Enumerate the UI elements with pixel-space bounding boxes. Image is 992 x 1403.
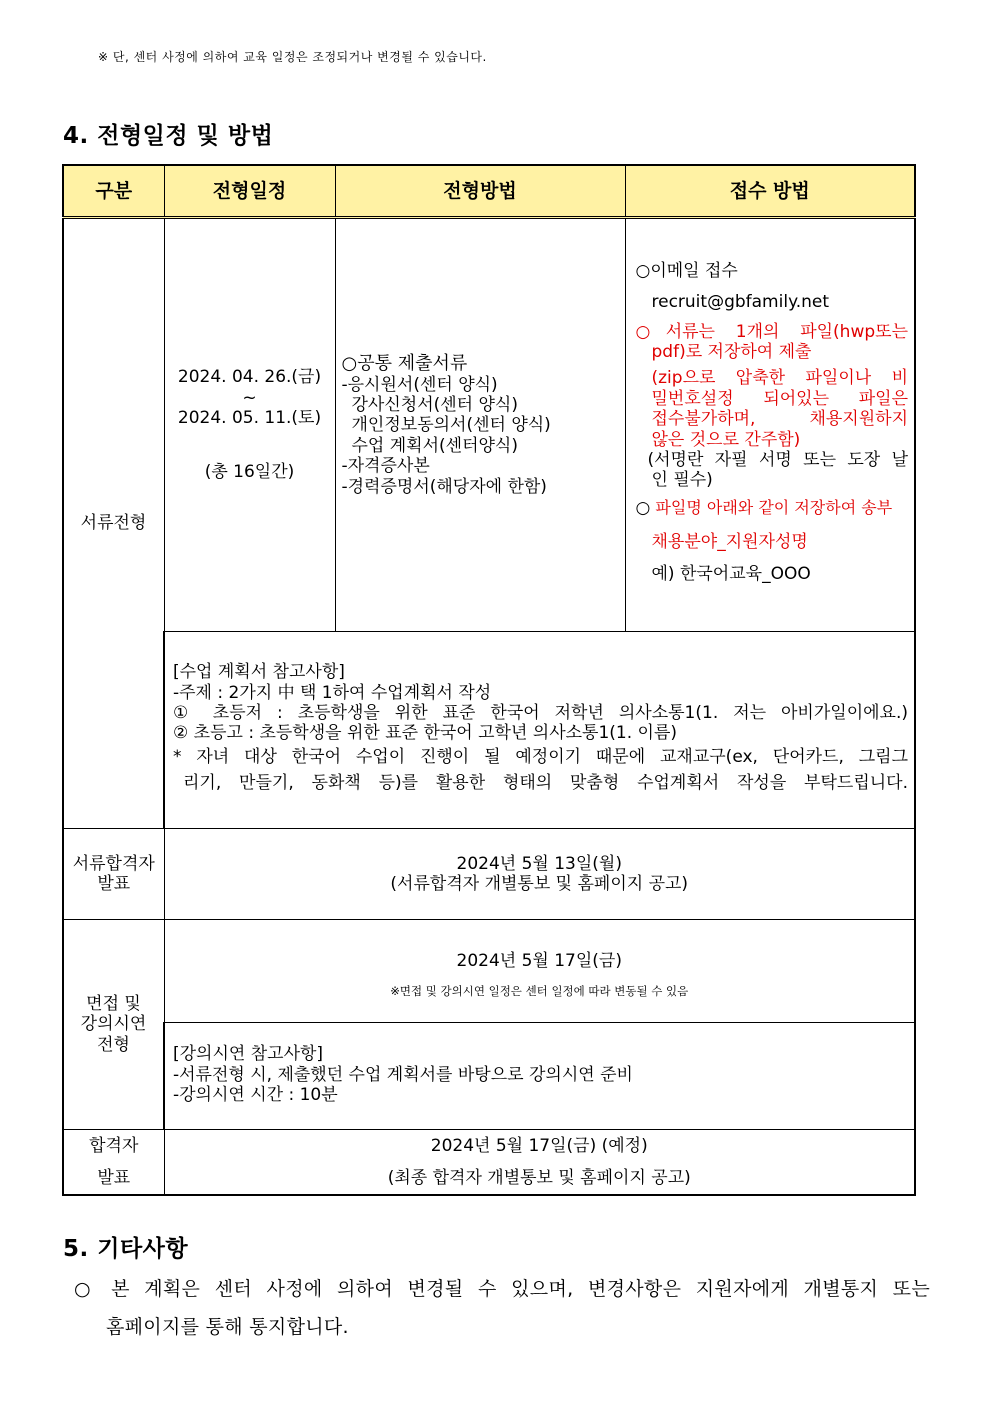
- table-row-plan-reference: [63, 632, 915, 829]
- email-label: ○이메일 접수: [635, 261, 738, 282]
- category-doc-result: [63, 829, 164, 920]
- category-document-screening: 서류전형: [63, 218, 164, 829]
- date-end: 2024. 05. 11.(토): [177, 408, 322, 428]
- interview-schedule: [164, 920, 915, 1023]
- zip-rule: (zip으로 압축한 파일이나 비: [651, 368, 908, 389]
- notice-line: [74, 1270, 930, 1308]
- table-row-interview-reference: [63, 1023, 915, 1130]
- final-result-detail: (최종 합격자 개별통보 및 홈페이지 공고): [387, 1168, 691, 1188]
- file-name-rule-text: 파일명 아래와 같이 저장하여 송부: [650, 497, 893, 517]
- document-screening-dates: [164, 218, 335, 632]
- plan-reference-title: [수업 계획서 참고사항]: [173, 662, 345, 683]
- table-row-final-result: [63, 1130, 915, 1196]
- method-item: -경력증명서(해당자에 한함): [341, 476, 547, 497]
- interview-note: ※면접 및 강의시연 일정은 센터 일정에 따라 변동될 수 있음: [390, 984, 689, 998]
- table-header-row: [63, 165, 915, 218]
- section-4-title: 4. 전형일정 및 방법: [63, 123, 274, 149]
- plan-note: 리기, 만들기, 동화책 등)를 활용한 형태의 맞춤형 수업계획서 작성을 부탁드립니다.: [183, 772, 908, 793]
- method-common-docs: ○공통 제출서류: [341, 353, 468, 375]
- document-screening-method: [335, 218, 625, 632]
- file-rule: ○서류는 1개의 파일(hwp또는: [635, 321, 908, 342]
- lecture-reference-title: [강의시연 참고사항]: [173, 1044, 324, 1065]
- final-result-announcement: [164, 1130, 915, 1196]
- category-text: 발표: [97, 1168, 131, 1188]
- file-name-format: 채용분야_지원자성명: [651, 531, 808, 552]
- zip-rule: 않은 것으로 간주함): [651, 429, 801, 450]
- doc-result-date: 2024년 5월 13일(월): [456, 853, 622, 874]
- method-item: 강사신청서(센터 양식): [351, 395, 518, 416]
- method-item: 개인정보동의서(센터 양식): [351, 415, 551, 436]
- bullet-mark: ○: [74, 1278, 100, 1300]
- doc-result-announcement: [164, 829, 915, 920]
- bullet-mark: ○: [635, 497, 651, 518]
- sign-rule: (서명란 자필 서명 또는 도장 날: [647, 449, 908, 470]
- file-name-example: 예) 한국어교육_OOO: [651, 563, 811, 584]
- category-text: 강의시연: [80, 1014, 147, 1035]
- date-total: (총 16일간): [204, 462, 295, 483]
- doc-result-detail: (서류합격자 개별통보 및 홈페이지 공고): [390, 874, 689, 894]
- document-screening-reception: [625, 218, 915, 632]
- category-text: 면접 및: [86, 993, 141, 1014]
- category-final-result: [63, 1130, 164, 1196]
- final-result-date: 2024년 5월 17일(금) (예정): [430, 1136, 648, 1156]
- sign-rule: 인 필수): [651, 470, 713, 491]
- schedule-table: [62, 164, 916, 1196]
- zip-rule: 접수불가하며, 채용지원하지: [651, 409, 908, 430]
- category-text: 합격자: [89, 1136, 139, 1156]
- date-tilde: ~: [242, 387, 257, 408]
- table-row-document-screening: [63, 218, 915, 632]
- file-name-rule: [636, 491, 909, 525]
- method-item: -자격증사본: [341, 456, 430, 477]
- email-address: recruit@gbfamily.net: [651, 291, 830, 312]
- header-reception: 접수 방법: [625, 165, 915, 218]
- file-rule: pdf)로 저장하여 제출: [651, 342, 812, 363]
- category-text: 서류합격자: [72, 853, 155, 874]
- lecture-reference-item: -강의시연 시간 : 10분: [173, 1085, 338, 1106]
- zip-rule: 밀번호설정 되어있는 파일은: [651, 388, 908, 409]
- method-item: -응시원서(센터 양식): [341, 374, 498, 395]
- lecture-reference: [164, 1023, 915, 1130]
- category-text: 전형: [97, 1034, 130, 1055]
- category-interview: [63, 920, 164, 1130]
- header-category: 구분: [63, 165, 164, 218]
- section-5-notice: [74, 1270, 930, 1346]
- table-row-doc-result: [63, 829, 915, 920]
- date-start: 2024. 04. 26.(금): [177, 367, 322, 388]
- category-text: 발표: [97, 874, 131, 894]
- plan-reference: [164, 632, 915, 829]
- date-spacer: [165, 428, 335, 462]
- table-row-interview: [63, 920, 915, 1023]
- plan-option-2: ② 초등고 : 초등학생을 위한 표준 한국어 고학년 의사소통1(1. 이름): [173, 723, 678, 744]
- header-method: 전형방법: [335, 165, 625, 218]
- notice-text: 본 계획은 센터 사정에 의하여 변경될 수 있으며, 변경사항은 지원자에게 개별통지 또는: [111, 1278, 930, 1300]
- method-item: 수업 계획서(센터양식): [351, 435, 518, 456]
- header-schedule: 전형일정: [164, 165, 335, 218]
- lecture-reference-item: -서류전형 시, 제출했던 수업 계획서를 바탕으로 강의시연 준비: [173, 1064, 633, 1085]
- interview-date: 2024년 5월 17일(금): [456, 951, 622, 971]
- plan-note: * 자녀 대상 한국어 수업이 진행이 될 예정이기 때문에 교재교구(ex, 단어카드, 그림그: [173, 746, 908, 767]
- notice-line: 홈페이지를 통해 통지합니다.: [106, 1316, 349, 1338]
- section-5-title: 5. 기타사항: [63, 1236, 189, 1262]
- plan-reference-topic: -주제 : 2가지 中 택 1하여 수업계획서 작성: [173, 682, 492, 703]
- plan-option-1: ① 초등저 : 초등학생을 위한 표준 한국어 저학년 의사소통1(1. 저는 아비가일이에요.): [173, 703, 908, 723]
- top-note: ※ 단, 센터 사정에 의하여 교육 일정은 조정되거나 변경될 수 있습니다.: [98, 50, 487, 64]
